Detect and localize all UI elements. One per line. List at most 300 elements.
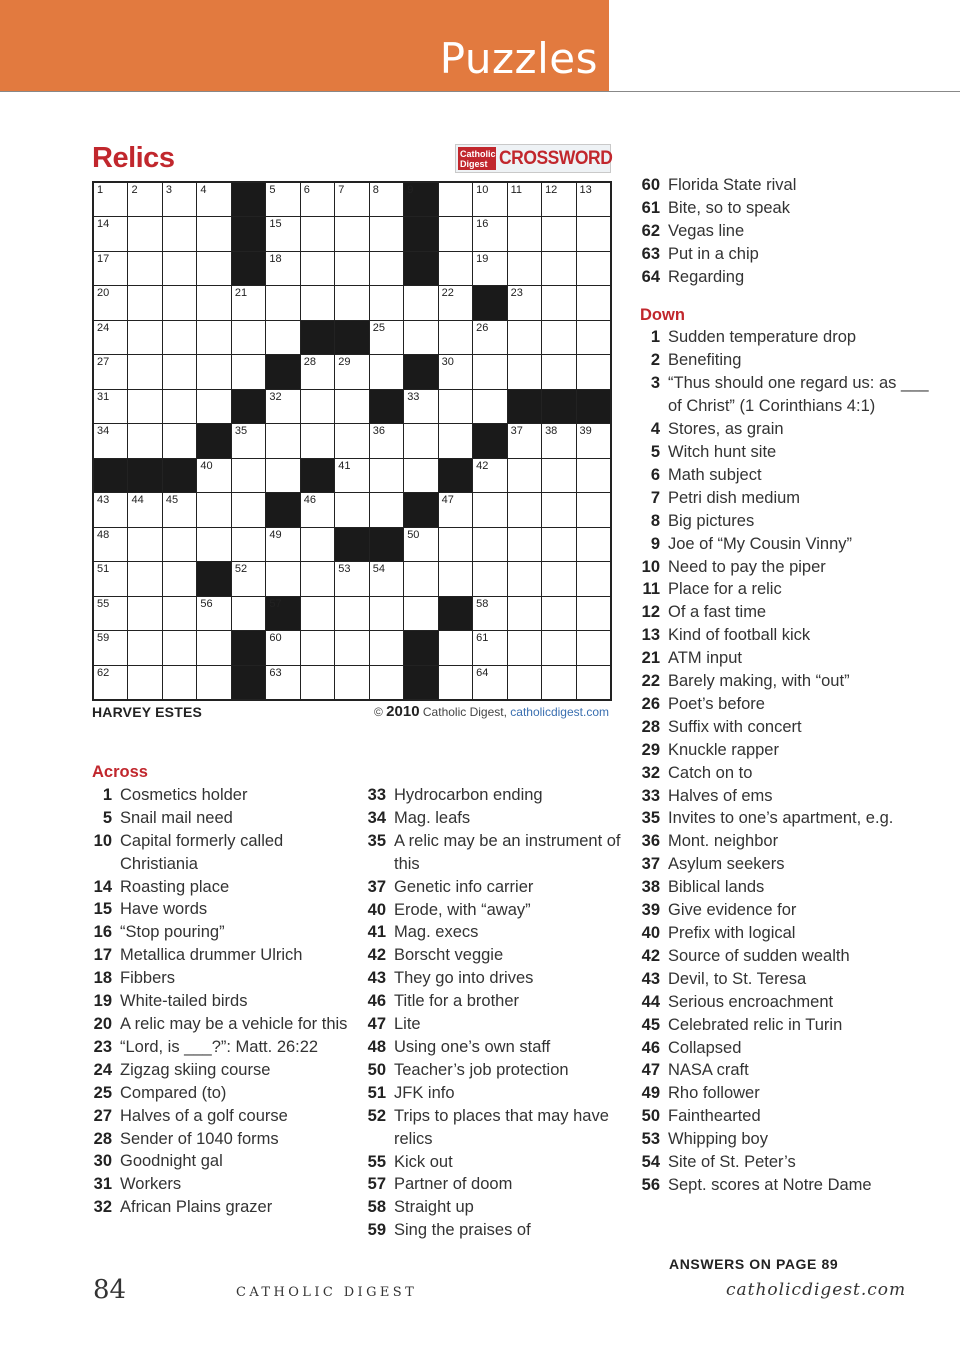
clue-text: Sing the praises of: [394, 1221, 531, 1240]
clue-number: 7: [650, 488, 660, 507]
grid-cell[interactable]: [542, 631, 575, 664]
grid-cell[interactable]: [266, 666, 299, 699]
grid-cell[interactable]: [370, 355, 403, 388]
grid-cell[interactable]: [542, 459, 575, 492]
grid-cell[interactable]: [508, 459, 541, 492]
grid-cell[interactable]: [542, 528, 575, 561]
clue-number: 19: [476, 252, 489, 265]
grid-cell[interactable]: [404, 286, 437, 319]
grid-cell[interactable]: [370, 597, 403, 630]
grid-cell[interactable]: [404, 562, 437, 595]
grid-cell[interactable]: [508, 424, 541, 457]
grid-cell[interactable]: [232, 355, 265, 388]
grid-cell[interactable]: [473, 459, 506, 492]
clue-number: 63: [269, 666, 282, 679]
grid-cell[interactable]: [163, 666, 196, 699]
grid-cell[interactable]: [508, 217, 541, 250]
grid-cell[interactable]: [163, 562, 196, 595]
clue-text: Invites to one’s apartment, e.g.: [668, 809, 894, 828]
grid-cell[interactable]: [370, 666, 403, 699]
grid-cell[interactable]: [94, 424, 127, 457]
grid-cell[interactable]: [439, 390, 472, 423]
clue-text: Zigzag skiing course: [120, 1060, 271, 1079]
grid-cell[interactable]: [266, 183, 299, 216]
grid-cell[interactable]: [508, 286, 541, 319]
clue-number: 33: [367, 786, 386, 804]
grid-cell[interactable]: [542, 597, 575, 630]
grid-cell[interactable]: [542, 321, 575, 354]
grid-cell[interactable]: [94, 390, 127, 423]
clue-number: 10: [641, 557, 660, 576]
grid-cell[interactable]: [542, 183, 575, 216]
grid-cell[interactable]: [439, 321, 472, 354]
clue-number: 32: [269, 390, 282, 403]
grid-cell[interactable]: [197, 597, 230, 630]
grid-cell[interactable]: [335, 666, 368, 699]
grid-cell[interactable]: [128, 390, 161, 423]
clue-number: 1: [102, 785, 112, 804]
clue-text: Catch on to: [668, 763, 753, 782]
clue-number: 46: [367, 992, 386, 1011]
grid-cell[interactable]: [128, 183, 161, 216]
across-clue: [92, 784, 354, 807]
clue-text: White-tailed birds: [120, 992, 248, 1011]
grid-cell[interactable]: [266, 562, 299, 595]
clue-number: 61: [641, 198, 660, 217]
clue-number: 7: [338, 184, 345, 196]
grid-block: [232, 217, 265, 250]
grid-cell[interactable]: [439, 252, 472, 285]
clue-number: 5: [650, 442, 660, 461]
clue-number: 29: [641, 740, 660, 759]
grid-cell[interactable]: [232, 321, 265, 354]
grid-cell[interactable]: [301, 424, 334, 457]
grid-cell[interactable]: [163, 355, 196, 388]
grid-cell[interactable]: [577, 666, 610, 699]
grid-cell[interactable]: [232, 562, 265, 595]
grid-cell[interactable]: [335, 631, 368, 664]
grid-cell[interactable]: [473, 390, 506, 423]
clue-number: 46: [303, 494, 317, 507]
grid-cell[interactable]: [370, 321, 403, 354]
across-clues-column-1: [92, 761, 354, 1219]
across-clue: [92, 1128, 354, 1151]
clue-number: 26: [641, 694, 660, 713]
grid-cell[interactable]: [370, 562, 403, 595]
grid-block: [404, 493, 437, 526]
grid-cell[interactable]: [301, 528, 334, 561]
clue-number: 60: [641, 176, 660, 194]
grid-cell[interactable]: [542, 666, 575, 699]
grid-cell[interactable]: [508, 666, 541, 699]
clue-number: 36: [372, 425, 385, 438]
grid-cell[interactable]: [163, 631, 196, 664]
grid-cell[interactable]: [439, 286, 472, 319]
grid-cell[interactable]: [370, 424, 403, 457]
grid-cell[interactable]: [473, 355, 506, 388]
down-clue: [640, 991, 940, 1014]
grid-cell[interactable]: [163, 493, 196, 526]
grid-cell[interactable]: [370, 631, 403, 664]
grid-cell[interactable]: [439, 528, 472, 561]
clue-text: Fibbers: [120, 969, 176, 988]
grid-cell[interactable]: [335, 459, 368, 492]
grid-cell[interactable]: [94, 321, 127, 354]
grid-cell[interactable]: [128, 597, 161, 630]
grid-cell[interactable]: [301, 217, 334, 250]
grid-cell[interactable]: [301, 631, 334, 664]
grid-cell[interactable]: [577, 528, 610, 561]
grid-cell[interactable]: [577, 493, 610, 526]
grid-cell[interactable]: [370, 252, 403, 285]
clue-number: 40: [200, 459, 213, 472]
grid-cell[interactable]: [94, 355, 127, 388]
grid-cell[interactable]: [508, 183, 541, 216]
grid-cell[interactable]: [128, 493, 161, 526]
grid-cell[interactable]: [94, 217, 127, 250]
grid-block: [335, 321, 368, 354]
clue-number: 52: [234, 563, 248, 576]
grid-cell[interactable]: [301, 562, 334, 595]
clue-number: 53: [338, 563, 351, 576]
clue-number: 35: [641, 809, 660, 828]
grid-cell[interactable]: [94, 183, 127, 216]
clue-number: 14: [93, 877, 112, 896]
grid-cell[interactable]: [197, 631, 230, 664]
grid-cell[interactable]: [577, 217, 610, 250]
grid-cell[interactable]: [163, 597, 196, 630]
clue-number: 11: [510, 184, 523, 196]
grid-cell[interactable]: [232, 424, 265, 457]
grid-cell[interactable]: [197, 217, 230, 250]
clue-number: 13: [641, 626, 660, 645]
grid-cell[interactable]: [301, 597, 334, 630]
grid-cell[interactable]: [128, 424, 161, 457]
grid-cell[interactable]: [197, 666, 230, 699]
grid-cell[interactable]: [197, 183, 230, 216]
grid-cell[interactable]: [508, 562, 541, 595]
clue-number: 39: [641, 901, 660, 920]
clue-number: 28: [303, 356, 317, 369]
across-clue: [366, 807, 628, 830]
clue-number: 28: [93, 1129, 112, 1148]
grid-block: [163, 459, 196, 492]
grid-cell[interactable]: [197, 528, 230, 561]
grid-cell[interactable]: [508, 528, 541, 561]
clue-number: 41: [338, 459, 351, 472]
grid-cell[interactable]: [197, 355, 230, 388]
clue-number: 36: [641, 832, 660, 851]
crossword-logo: [455, 144, 611, 173]
clue-text: Site of St. Peter’s: [668, 1153, 796, 1172]
clue-number: 33: [407, 390, 420, 403]
clue-number: 32: [641, 763, 660, 782]
grid-cell[interactable]: [197, 493, 230, 526]
grid-cell[interactable]: [266, 459, 299, 492]
grid-cell[interactable]: [473, 666, 506, 699]
grid-cell[interactable]: [128, 286, 161, 319]
grid-cell[interactable]: [439, 562, 472, 595]
grid-cell[interactable]: [473, 528, 506, 561]
grid-cell[interactable]: [508, 597, 541, 630]
across-clue: [366, 1082, 628, 1105]
grid-cell[interactable]: [439, 631, 472, 664]
grid-cell[interactable]: [197, 252, 230, 285]
clue-text: Poet’s before: [668, 694, 765, 713]
grid-cell[interactable]: [577, 286, 610, 319]
clue-number: 2: [131, 184, 138, 196]
grid-cell[interactable]: [163, 321, 196, 354]
grid-cell[interactable]: [335, 183, 368, 216]
grid-cell[interactable]: [197, 286, 230, 319]
grid-cell[interactable]: [404, 459, 437, 492]
grid-cell[interactable]: [232, 286, 265, 319]
grid-cell[interactable]: [439, 424, 472, 457]
clue-number: 15: [93, 900, 112, 919]
grid-cell[interactable]: [301, 183, 334, 216]
grid-cell[interactable]: [301, 493, 334, 526]
grid-cell[interactable]: [577, 459, 610, 492]
grid-cell[interactable]: [128, 321, 161, 354]
grid-block: [197, 424, 230, 457]
grid-cell[interactable]: [473, 631, 506, 664]
clue-number: 23: [93, 1037, 112, 1056]
grid-block: [473, 286, 506, 319]
grid-cell[interactable]: [94, 597, 127, 630]
clue-number: 4: [200, 184, 207, 196]
grid-block: [439, 459, 472, 492]
grid-cell[interactable]: [335, 562, 368, 595]
grid-cell[interactable]: [94, 528, 127, 561]
grid-cell[interactable]: [370, 493, 403, 526]
down-clue: [640, 1014, 940, 1037]
grid-cell[interactable]: [232, 459, 265, 492]
grid-cell[interactable]: [577, 562, 610, 595]
grid-cell[interactable]: [404, 597, 437, 630]
grid-cell[interactable]: [301, 355, 334, 388]
grid-cell[interactable]: [163, 183, 196, 216]
grid-cell[interactable]: [542, 252, 575, 285]
clue-number: 27: [93, 1106, 112, 1125]
grid-cell[interactable]: [473, 252, 506, 285]
down-clue: [640, 372, 940, 418]
grid-cell[interactable]: [266, 424, 299, 457]
grid-cell[interactable]: [439, 493, 472, 526]
grid-cell[interactable]: [128, 631, 161, 664]
grid-cell[interactable]: [370, 459, 403, 492]
grid-cell[interactable]: [577, 183, 610, 216]
grid-cell[interactable]: [508, 355, 541, 388]
down-clue: [640, 418, 940, 441]
grid-cell[interactable]: [163, 528, 196, 561]
grid-cell[interactable]: [542, 286, 575, 319]
grid-cell[interactable]: [94, 631, 127, 664]
grid-cell[interactable]: [473, 562, 506, 595]
grid-cell[interactable]: [577, 355, 610, 388]
down-clue: [640, 670, 940, 693]
grid-cell[interactable]: [542, 424, 575, 457]
grid-cell[interactable]: [508, 631, 541, 664]
grid-cell[interactable]: [197, 321, 230, 354]
grid-cell[interactable]: [197, 390, 230, 423]
grid-cell[interactable]: [266, 631, 299, 664]
grid-cell[interactable]: [542, 217, 575, 250]
grid-cell[interactable]: [335, 597, 368, 630]
grid-cell[interactable]: [473, 183, 506, 216]
grid-cell[interactable]: [335, 217, 368, 250]
grid-block: [577, 390, 610, 423]
grid-cell[interactable]: [163, 424, 196, 457]
clue-number: 32: [93, 1198, 112, 1217]
clue-number: 4: [650, 420, 660, 439]
clue-number: 44: [131, 494, 144, 507]
grid-cell[interactable]: [508, 252, 541, 285]
clue-number: 42: [367, 946, 386, 965]
clue-number: 63: [641, 244, 660, 263]
down-clue: [640, 1105, 940, 1128]
grid-cell[interactable]: [301, 252, 334, 285]
clue-number: 54: [641, 1153, 660, 1172]
grid-cell[interactable]: [335, 493, 368, 526]
grid-cell[interactable]: [266, 321, 299, 354]
clue-number: 49: [269, 528, 282, 541]
grid-cell[interactable]: [542, 562, 575, 595]
grid-cell[interactable]: [94, 493, 127, 526]
grid-cell[interactable]: [266, 252, 299, 285]
clue-number: 14: [97, 218, 110, 231]
grid-block: [266, 355, 299, 388]
grid-cell[interactable]: [404, 424, 437, 457]
grid-cell[interactable]: [577, 631, 610, 664]
clue-number: 16: [93, 923, 112, 942]
grid-cell[interactable]: [577, 252, 610, 285]
copyright-url: catholicdigest.com: [510, 705, 609, 719]
grid-cell[interactable]: [335, 424, 368, 457]
grid-cell[interactable]: [439, 217, 472, 250]
clue-number: 38: [545, 425, 558, 438]
grid-block: [301, 321, 334, 354]
grid-cell[interactable]: [335, 390, 368, 423]
clue-number: 6: [303, 184, 310, 196]
grid-cell[interactable]: [370, 217, 403, 250]
across-clue: [366, 1013, 628, 1036]
across-clue: [640, 197, 940, 220]
grid-cell[interactable]: [266, 217, 299, 250]
grid-cell[interactable]: [335, 252, 368, 285]
grid-cell[interactable]: [439, 355, 472, 388]
clue-text: Vegas line: [668, 221, 745, 240]
clue-text: Barely making, with “out”: [668, 672, 850, 691]
grid-cell[interactable]: [473, 321, 506, 354]
grid-cell[interactable]: [577, 597, 610, 630]
grid-cell[interactable]: [94, 562, 127, 595]
grid-block: [94, 459, 127, 492]
clue-text: Benefiting: [668, 351, 742, 370]
down-clue: [640, 441, 940, 464]
grid-cell[interactable]: [473, 597, 506, 630]
grid-cell[interactable]: [370, 183, 403, 216]
across-clue: [366, 1219, 628, 1242]
clue-number: 47: [441, 494, 454, 507]
clue-number: 33: [641, 786, 660, 805]
clue-text: Rho follower: [668, 1084, 760, 1103]
grid-cell[interactable]: [232, 528, 265, 561]
grid-cell[interactable]: [473, 217, 506, 250]
grid-block: [404, 631, 437, 664]
clue-text: “Thus should one regard us: as ___ of Christ” (1 Corinthians 4:1): [668, 374, 929, 416]
grid-cell[interactable]: [163, 286, 196, 319]
grid-cell[interactable]: [128, 666, 161, 699]
grid-cell[interactable]: [163, 217, 196, 250]
grid-cell[interactable]: [301, 390, 334, 423]
grid-cell[interactable]: [542, 355, 575, 388]
clue-number: 5: [102, 808, 112, 827]
grid-cell[interactable]: [128, 562, 161, 595]
clue-number: 49: [641, 1084, 660, 1103]
grid-cell[interactable]: [542, 493, 575, 526]
grid-cell[interactable]: [370, 286, 403, 319]
clue-number: 22: [641, 672, 660, 691]
clue-text: Prefix with logical: [668, 924, 796, 942]
grid-cell[interactable]: [404, 390, 437, 423]
grid-cell[interactable]: [301, 666, 334, 699]
grid-cell[interactable]: [439, 666, 472, 699]
clue-text: Metallica drummer Ulrich: [120, 946, 303, 965]
across-clue: [92, 1196, 354, 1219]
grid-cell[interactable]: [404, 528, 437, 561]
grid-cell[interactable]: [128, 252, 161, 285]
grid-cell[interactable]: [473, 493, 506, 526]
clue-number: 48: [97, 528, 110, 541]
grid-cell[interactable]: [94, 286, 127, 319]
grid-cell[interactable]: [508, 493, 541, 526]
grid-cell[interactable]: [266, 390, 299, 423]
grid-cell[interactable]: [577, 424, 610, 457]
grid-cell[interactable]: [163, 252, 196, 285]
grid-cell[interactable]: [335, 355, 368, 388]
clue-number: 15: [269, 218, 282, 231]
grid-cell[interactable]: [232, 493, 265, 526]
grid-cell[interactable]: [128, 217, 161, 250]
grid-cell[interactable]: [94, 252, 127, 285]
clue-text: Halves of a golf course: [120, 1106, 288, 1125]
down-clue: [640, 464, 940, 487]
grid-cell[interactable]: [577, 321, 610, 354]
grid-cell[interactable]: [232, 597, 265, 630]
grid-cell[interactable]: [404, 321, 437, 354]
grid-cell[interactable]: [197, 459, 230, 492]
clue-text: Cosmetics holder: [120, 785, 248, 804]
clue-text: Sudden temperature drop: [668, 328, 857, 347]
grid-cell[interactable]: [266, 528, 299, 561]
grid-cell[interactable]: [128, 528, 161, 561]
grid-cell[interactable]: [301, 286, 334, 319]
grid-cell[interactable]: [335, 286, 368, 319]
clue-number: 41: [367, 923, 386, 942]
clue-number: 57: [367, 1175, 386, 1194]
grid-cell[interactable]: [266, 286, 299, 319]
grid-cell[interactable]: [439, 183, 472, 216]
grid-cell[interactable]: [128, 355, 161, 388]
clue-number: 43: [367, 969, 386, 988]
clue-number: 62: [641, 221, 660, 240]
down-clue: [640, 1151, 940, 1174]
grid-cell[interactable]: [163, 390, 196, 423]
across-clue: [92, 967, 354, 990]
grid-cell[interactable]: [508, 321, 541, 354]
clue-text: Snail mail need: [120, 808, 233, 827]
grid-cell[interactable]: [94, 666, 127, 699]
